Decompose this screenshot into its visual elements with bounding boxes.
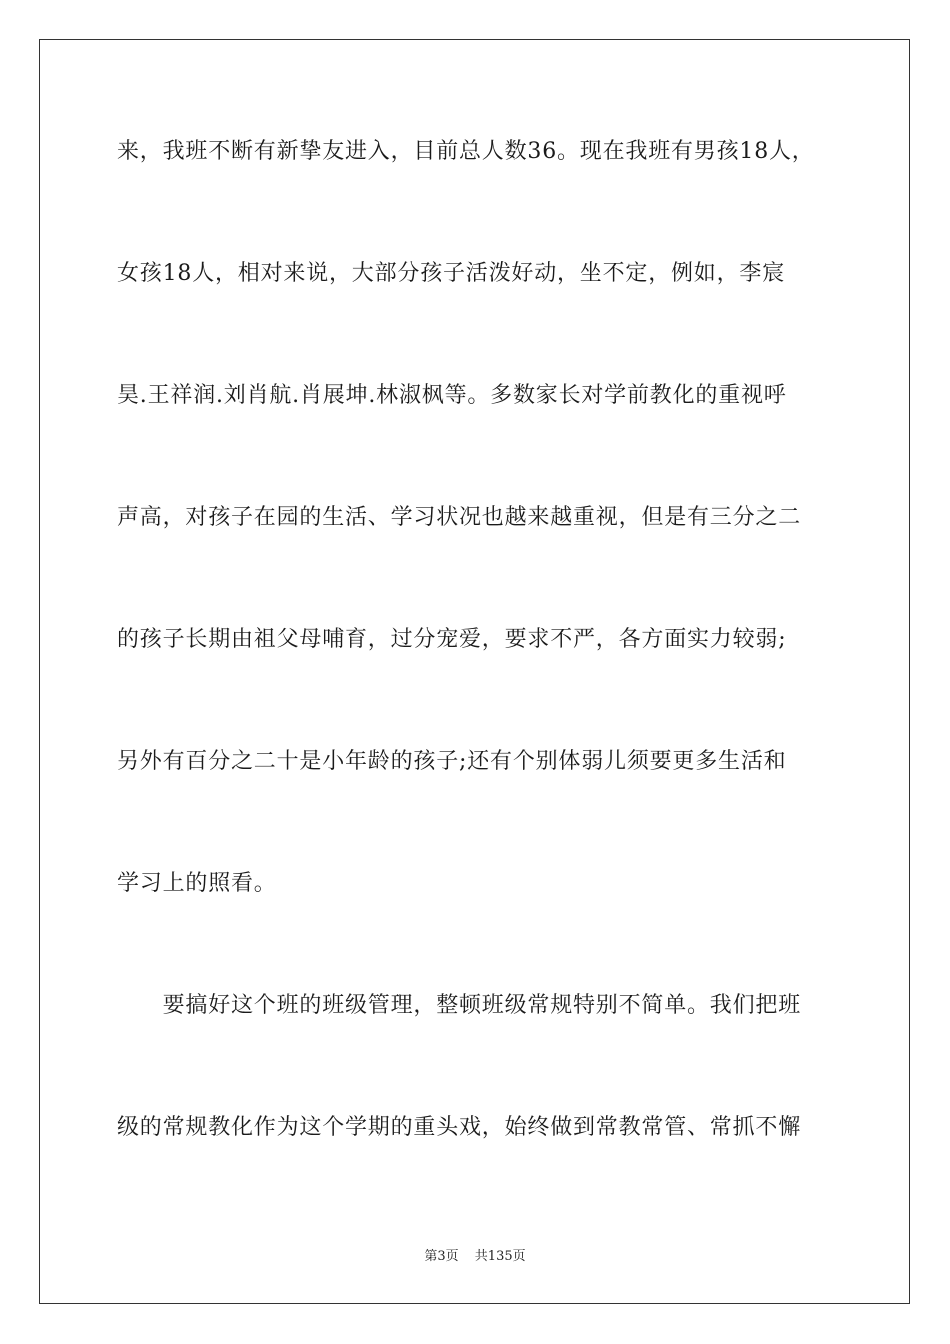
text-line: 昊.王祥润.刘肖航.肖展坤.林淑枫等。多数家长对学前教化的重视呼 xyxy=(117,383,787,408)
text-line: 来，我班不断有新挚友进入，目前总人数36。现在我班有男孩18人， xyxy=(117,139,815,164)
page-footer xyxy=(0,1245,950,1264)
text-line: 另外有百分之二十是小年龄的孩子;还有个别体弱儿须要更多生活和 xyxy=(117,749,787,774)
text-line: 的孩子长期由祖父母哺育，过分宠爱，要求不严，各方面实力较弱; xyxy=(117,627,787,652)
text-line: 级的常规教化作为这个学期的重头戏，始终做到常教常管、常抓不懈 xyxy=(117,1115,802,1140)
text-line: 女孩18人，相对来说，大部分孩子活泼好动，坐不定，例如，李宸 xyxy=(117,261,785,286)
page-total: 共135页 xyxy=(474,1249,526,1264)
text-line: 要搞好这个班的班级管理，整顿班级常规特别不简单。我们把班 xyxy=(117,993,802,1018)
text-line: 学习上的照看。 xyxy=(117,871,277,896)
page-number: 第3页 xyxy=(424,1249,459,1264)
text-line: 声高，对孩子在园的生活、学习状况也越来越重视，但是有三分之二 xyxy=(117,505,802,530)
